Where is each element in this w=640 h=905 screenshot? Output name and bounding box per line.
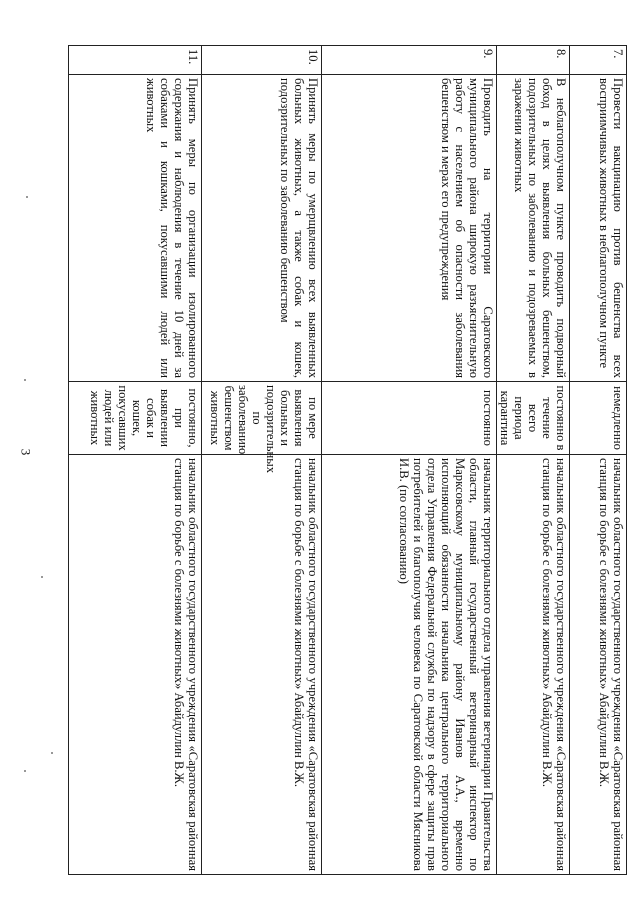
responsible-cell: начальник областного государственного учреждения «Саратовская районная станция по борьбе с болезнями животных» Абайдуллин В.Ж. xyxy=(202,455,322,875)
row-number: 9. xyxy=(322,46,497,75)
table-row xyxy=(202,46,322,875)
responsible-cell: начальник областного государственного учреждения «Саратовская районная станция по борьбе с болезнями животных» Абайдуллин В.Ж. xyxy=(497,455,570,875)
term-cell: постоянно в течение всего периода карантина xyxy=(497,382,570,455)
measures-table xyxy=(68,45,627,875)
responsible-cell: начальник областного государственного учреждения «Саратовская районная станция по борьбе с болезнями животных» Абайдуллин В.Ж. xyxy=(69,455,202,875)
responsible-cell: начальник областного государственного учреждения «Саратовская районная станция по борьбе с болезнями животных» Абайдуллин В.Ж. xyxy=(570,455,627,875)
measure-cell: Провести вакцинацию против бешенства всех восприимчивых животных в неблагополучном пункте xyxy=(570,75,627,382)
measure-cell: Проводить на территории Саратовского муниципального района широкую разъяснительную работу с населением об опасности заболевания бешенством и мерах его предупреждения xyxy=(322,75,497,382)
term-cell: по мере выявления больных и подозрительных по заболеванию бешенством животных xyxy=(202,382,322,455)
row-number: 10. xyxy=(202,46,322,75)
row-number: 7. xyxy=(570,46,627,75)
measure-cell: Принять меры по умерщвлению всех выявленных больных животных, а также собак и кошек, подозрительных по заболеванию бешенством xyxy=(202,75,322,382)
rotated-table-frame xyxy=(77,45,627,875)
table-row xyxy=(322,46,497,875)
term-cell: постоянно xyxy=(322,382,497,455)
measure-cell: Принять меры по организации изолированного содержания и наблюдения в течение 10 дней за собаками и кошками, покусавшими людей или животных xyxy=(69,75,202,382)
row-number: 11. xyxy=(69,46,202,75)
table-row xyxy=(497,46,570,875)
measure-cell: В неблагополучном пункте проводить подворный обход в целях выявления больных бешенством, подозрительных по заболеванию и подозреваемых в заражении животных xyxy=(497,75,570,382)
table-row xyxy=(570,46,627,875)
term-cell: немедленно xyxy=(570,382,627,455)
page-number: 3 xyxy=(18,448,34,456)
table-row xyxy=(69,46,202,875)
term-cell: постоянно, при выявлении собак и кошек, покусавших людей или животных xyxy=(69,382,202,455)
responsible-cell: начальник территориального отдела управления ветеринарии Правительства области, главный государственный ветеринарный инспектор по Марксовскому муниципальному району Иванов А.А., временно исполняющий обязанности начальника центрального территориального отдела Управления Федеральной службы по надзору в сфере защиты прав потребителей и благополучия человека по Саратовской области Мясникова И.В. (по согласованию) xyxy=(322,455,497,875)
row-number: 8. xyxy=(497,46,570,75)
